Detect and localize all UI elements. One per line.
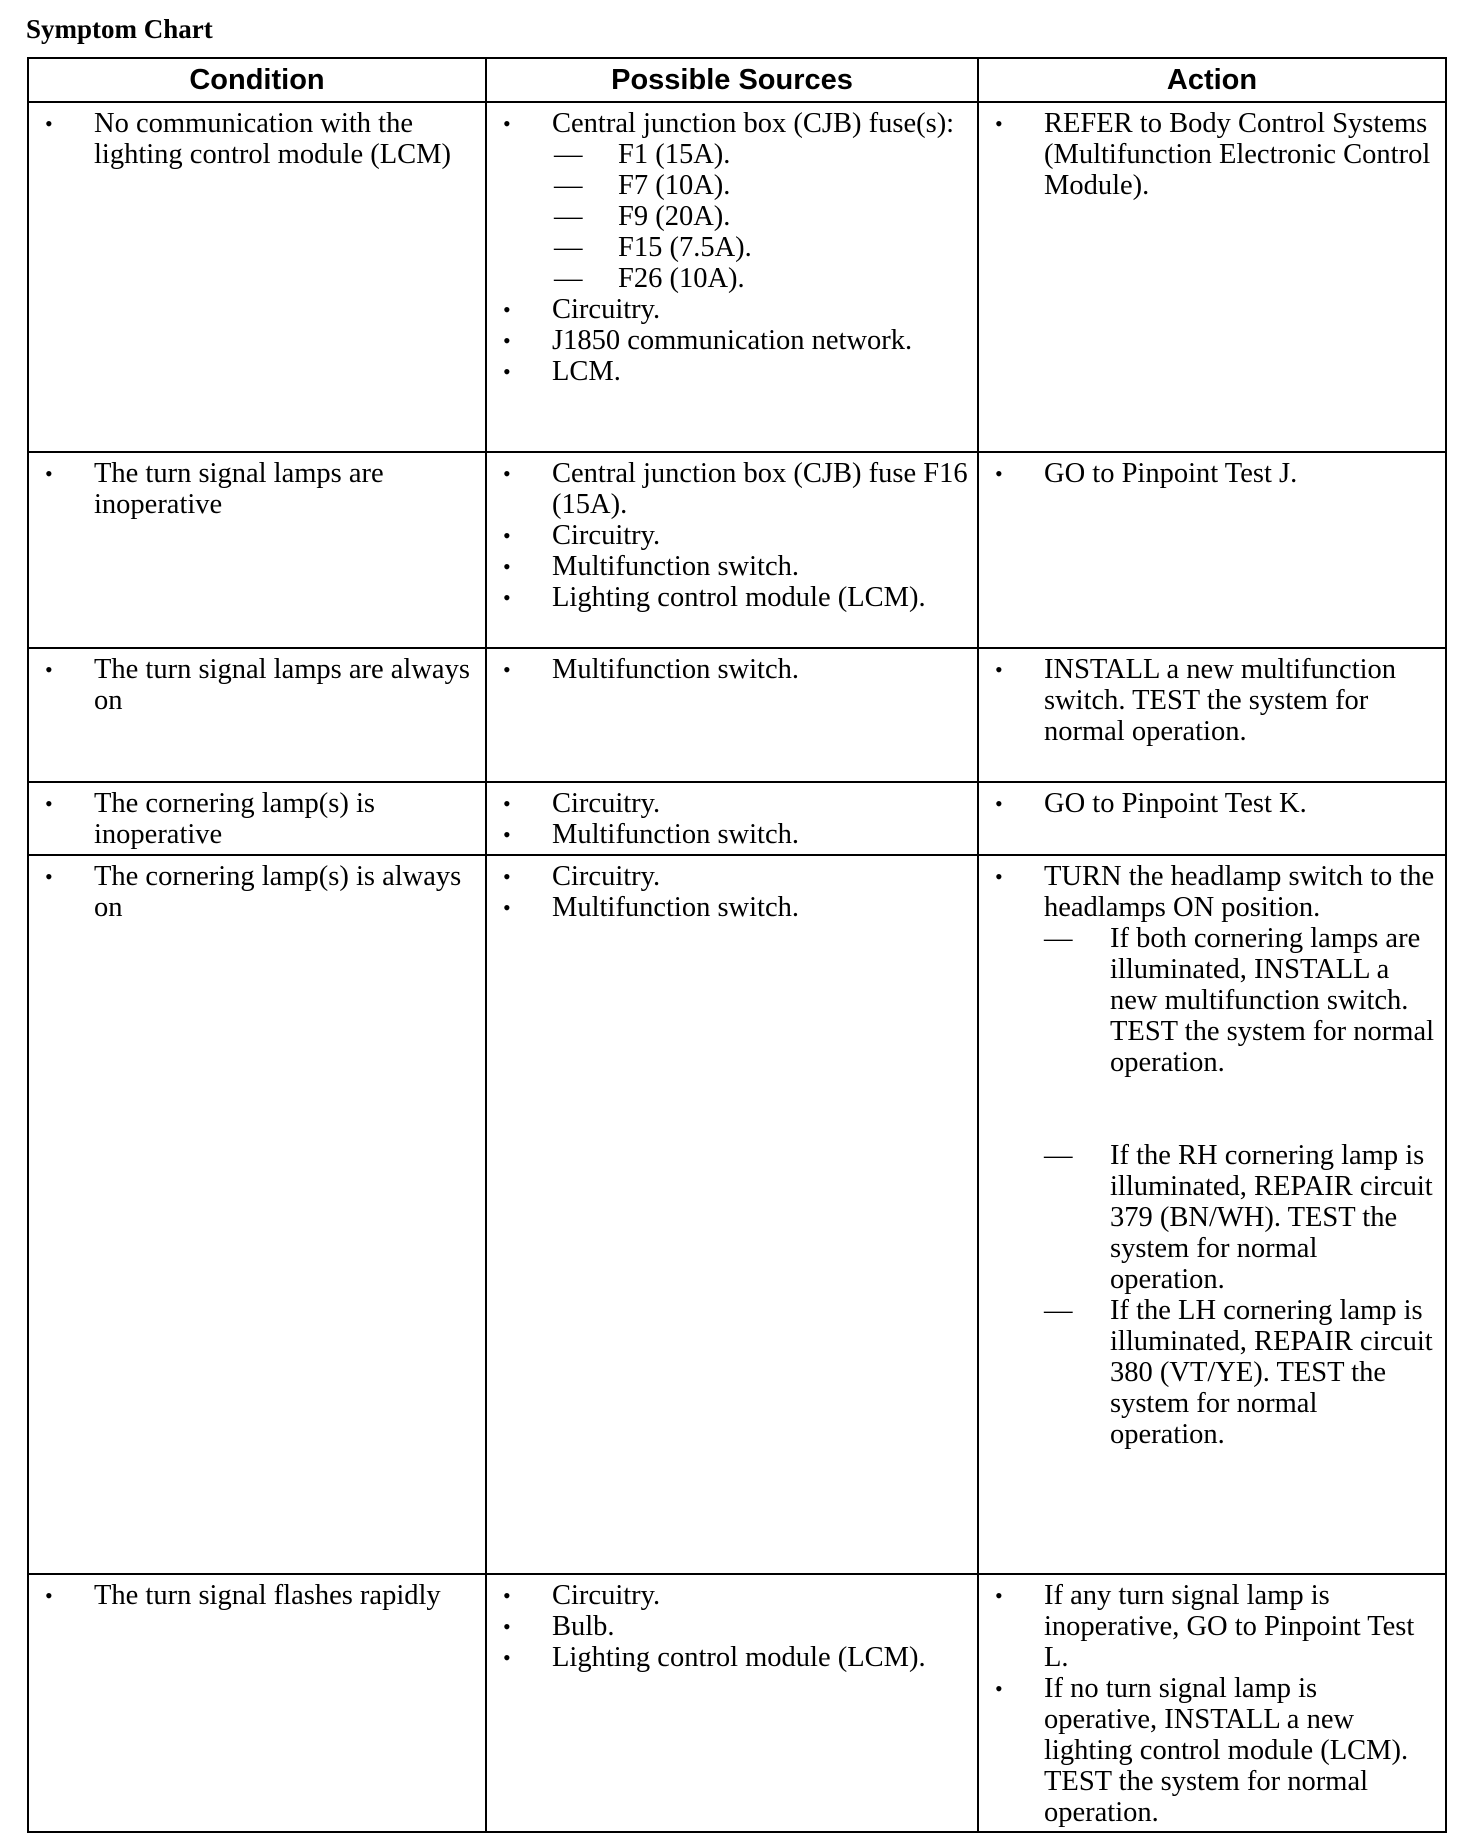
bullet-icon: • xyxy=(995,657,1003,682)
bullet-icon: • xyxy=(503,111,511,136)
bullet-icon: • xyxy=(503,1645,511,1670)
fuse-item: — F1 (15A). xyxy=(554,139,731,170)
spacer xyxy=(1044,1078,1437,1140)
action-cell xyxy=(978,1574,1446,1832)
action-cell xyxy=(978,102,1446,452)
action-item: • INSTALL a new multifunction switch. TEST the system for normal operation. xyxy=(995,654,1397,747)
sources-cell xyxy=(486,782,978,855)
condition-item: • The turn signal lamps are inoperative xyxy=(45,458,384,520)
dash-icon: — xyxy=(554,170,583,201)
condition-cell xyxy=(28,782,486,855)
dash-icon: — xyxy=(554,201,583,232)
fuse-item: — F15 (7.5A). xyxy=(554,232,752,263)
fuse-item: — F26 (10A). xyxy=(554,263,745,294)
action-cell xyxy=(978,452,1446,648)
source-item: • Circuitry. xyxy=(503,520,661,551)
bullet-icon: • xyxy=(503,461,511,486)
action-item: • TURN the headlamp switch to the headlamps ON position. — If both cornering lamps are illuminated, INSTALL a new multifunction switch. TEST the system for normal operation. — If the RH cornering lamp is illuminated, REPAIR circuit 379 (BN/WH). TEST the system for normal operation. — If the LH cornering lamp is illuminated, REPAIR circuit 380 (VT/YE). TEST the system for normal operation. xyxy=(993,861,1437,1450)
sources-cell xyxy=(486,452,978,648)
condition-item: • The turn signal flashes rapidly xyxy=(45,1580,441,1611)
action-subitem: — If the RH cornering lamp is illuminated, REPAIR circuit 379 (BN/WH). TEST the system for normal operation. xyxy=(1044,1140,1433,1295)
column-header-possible-sources: Possible Sources xyxy=(486,58,978,102)
condition-cell xyxy=(28,648,486,782)
bullet-icon: • xyxy=(503,585,511,610)
bullet-icon: • xyxy=(45,791,53,816)
column-header-condition: Condition xyxy=(28,58,486,102)
bullet-icon: • xyxy=(503,864,511,889)
bullet-icon: • xyxy=(995,111,1003,136)
action-cell xyxy=(978,648,1446,782)
bullet-icon: • xyxy=(45,657,53,682)
column-header-action: Action xyxy=(978,58,1446,102)
table-row xyxy=(28,1574,1446,1832)
table-row xyxy=(28,648,1446,782)
sources-cell xyxy=(486,102,978,452)
source-item: • Central junction box (CJB) fuse F16 (15A). xyxy=(503,458,968,520)
fuse-item: — F9 (20A). xyxy=(554,201,731,232)
bullet-icon: • xyxy=(503,1614,511,1639)
bullet-icon: • xyxy=(45,864,53,889)
source-item: • Circuitry. xyxy=(503,788,661,819)
table-header-row xyxy=(28,58,1446,102)
bullet-icon: • xyxy=(503,895,511,920)
bullet-icon: • xyxy=(503,297,511,322)
source-item: • Central junction box (CJB) fuse(s): — F1 (15A). — F7 (10A). — F9 (20A). — F15 (7.5A). — F26 (10A). xyxy=(501,108,969,294)
bullet-icon: • xyxy=(503,822,511,847)
bullet-icon: • xyxy=(503,359,511,384)
source-item: • J1850 communication network. xyxy=(503,325,913,356)
page-title: Symptom Chart xyxy=(26,14,213,44)
bullet-icon: • xyxy=(995,791,1003,816)
action-item: • REFER to Body Control Systems (Multifunction Electronic Control Module). xyxy=(995,108,1431,201)
bullet-icon: • xyxy=(995,461,1003,486)
bullet-icon: • xyxy=(995,1583,1003,1608)
source-item: • Lighting control module (LCM). xyxy=(503,1642,926,1673)
condition-cell xyxy=(28,452,486,648)
source-item: • Multifunction switch. xyxy=(503,654,799,685)
source-item: • Circuitry. xyxy=(503,294,661,325)
dash-icon: — xyxy=(1044,1140,1073,1171)
bullet-icon: • xyxy=(503,328,511,353)
source-item: • Multifunction switch. xyxy=(503,892,799,923)
action-item: • GO to Pinpoint Test K. xyxy=(995,788,1307,819)
source-item: • Lighting control module (LCM). xyxy=(503,582,926,613)
table-row xyxy=(28,855,1446,1574)
action-cell xyxy=(978,855,1446,1574)
source-item: • LCM. xyxy=(503,356,621,387)
bullet-icon: • xyxy=(45,1583,53,1608)
bullet-icon: • xyxy=(995,864,1003,889)
sources-cell xyxy=(486,1574,978,1832)
sources-cell xyxy=(486,855,978,1574)
action-cell xyxy=(978,782,1446,855)
table-row xyxy=(28,782,1446,855)
action-item: • GO to Pinpoint Test J. xyxy=(995,458,1298,489)
condition-cell xyxy=(28,855,486,1574)
condition-item: • The turn signal lamps are always on xyxy=(45,654,470,716)
source-item: • Circuitry. xyxy=(503,1580,661,1611)
table-row xyxy=(28,102,1446,452)
sources-cell xyxy=(486,648,978,782)
action-item: • If no turn signal lamp is operative, INSTALL a new lighting control module (LCM). TEST the system for normal operation. xyxy=(995,1673,1409,1828)
bullet-icon: • xyxy=(503,657,511,682)
bullet-icon: • xyxy=(45,461,53,486)
dash-icon: — xyxy=(1044,1295,1073,1326)
bullet-icon: • xyxy=(503,1583,511,1608)
dash-icon: — xyxy=(554,263,583,294)
dash-icon: — xyxy=(554,232,583,263)
condition-item: • No communication with the lighting control module (LCM) xyxy=(45,108,452,170)
bullet-icon: • xyxy=(503,791,511,816)
action-subitem: — If the LH cornering lamp is illuminated, REPAIR circuit 380 (VT/YE). TEST the system for normal operation. xyxy=(1044,1295,1433,1450)
source-item: • Circuitry. xyxy=(503,861,661,892)
dash-icon: — xyxy=(554,139,583,170)
condition-cell xyxy=(28,1574,486,1832)
condition-cell xyxy=(28,102,486,452)
fuse-item: — F7 (10A). xyxy=(554,170,731,201)
condition-item: • The cornering lamp(s) is always on xyxy=(45,861,462,923)
source-item: • Multifunction switch. xyxy=(503,819,799,850)
action-subitem: — If both cornering lamps are illuminated, INSTALL a new multifunction switch. TEST the system for normal operation. xyxy=(1044,923,1435,1078)
bullet-icon: • xyxy=(45,111,53,136)
source-item: • Multifunction switch. xyxy=(503,551,799,582)
dash-icon: — xyxy=(1044,923,1073,954)
bullet-icon: • xyxy=(503,523,511,548)
bullet-icon: • xyxy=(995,1676,1003,1701)
action-item: • If any turn signal lamp is inoperative, GO to Pinpoint Test L. xyxy=(995,1580,1415,1673)
source-item: • Bulb. xyxy=(503,1611,615,1642)
condition-item: • The cornering lamp(s) is inoperative xyxy=(45,788,375,850)
bullet-icon: • xyxy=(503,554,511,579)
table-row xyxy=(28,452,1446,648)
symptom-chart-table xyxy=(27,57,1447,1833)
